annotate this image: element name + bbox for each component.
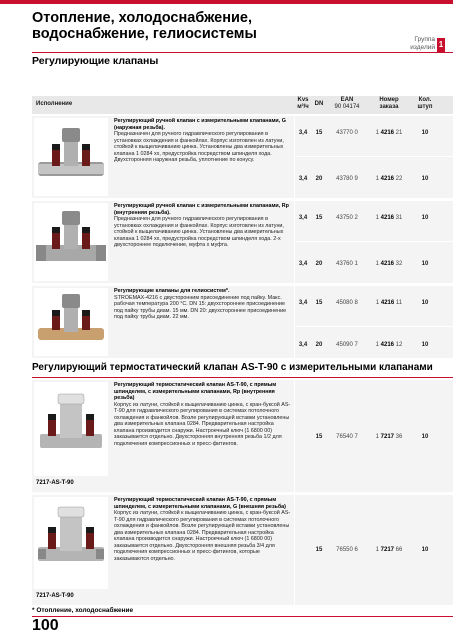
table-row: 15 76540 7 1 7217 36 10	[315, 434, 429, 440]
product-row	[32, 116, 453, 198]
image-caption: 7217-AS-T-90	[36, 480, 74, 486]
order-number: 1 4216 32	[375, 261, 403, 267]
column-header-ean: EAN 90 04174	[334, 97, 360, 110]
column-header-quantity: Кол. штуп	[417, 97, 433, 110]
product-row	[32, 286, 453, 358]
section-title-thermostatic-valve: Регулирующий термостатический клапан AS-T-90 с измерительными клапанами	[32, 362, 433, 373]
table-row: 3,4 15 45080 8 1 4216 11 10	[298, 300, 429, 306]
order-number: 1 4216 11	[375, 300, 403, 306]
valve-image	[34, 497, 108, 589]
table-header	[32, 96, 453, 114]
column-header-design: Исполнение	[36, 101, 73, 107]
footnote: * Отопление, холодоснабжение	[32, 607, 134, 614]
valve-image	[34, 203, 108, 281]
product-description: Регулирующие клапаны для гелиосистем*. STROEMAX-4216 с двусторонним присоединение под пайку. Макс. рабочая температура 200 °C. DN 15: двухстороннее присоединение под пайку трубы диам. 15 мм. DN 20: двухстороннее присоединение под пайку трубы диам. 22 мм.	[114, 288, 287, 320]
product-row	[32, 380, 453, 492]
table-row: 3,4 20 43780 9 1 4216 22 10	[298, 176, 429, 182]
top-accent-bar	[0, 0, 453, 4]
order-number: 1 4216 12	[375, 342, 403, 348]
order-number: 1 4216 21	[375, 130, 403, 136]
page-header	[32, 10, 392, 42]
product-description: Регулирующий термостатический клапан AS-T-90, с прямым шпинделем, с измерительными клапанами, G (внешняя резьба) Корпус из латуни, стойкой к выщелачиванию цинка, с кран-буксой AS-T-90 для гидравлического регулирования в системах потолочного охлаждения и фанкойлов. Возле регулирующей вставки установлены два измерительных клапана 0284. Предварительная настройка клапана производится снаружи. Настроечный ключ (1 6800 00) заказывается отдельно. Двухсторонняя внешняя резьба 3/4 для подключения компрессионных и пресс-фитингов, которые заказываются отдельно.	[114, 497, 291, 562]
product-group-number: 1	[437, 38, 445, 52]
order-number: 1 7217 66	[375, 547, 403, 553]
product-description: Регулирующий ручной клапан с измерительными клапанами, G (наружная резьба). Предназначен для ручного гидравлического регулирования в установках охлаждения и фанкойлах. Корпус изготовлен из латуни, стойкой к выщелачиванию цинка. Установлены два измерительных клапана 1 0284 хх, предустройка посредством шпинделя хода. Двухсторонняя наружная резьба, уплотнение по конусу.	[114, 118, 286, 163]
image-caption: 7217-AS-T-90	[36, 593, 74, 599]
valve-image	[34, 382, 108, 476]
order-number: 1 4216 22	[375, 176, 403, 182]
table-row: 3,4 15 43770 0 1 4216 21 10	[298, 130, 429, 136]
table-row: 15 76550 6 1 7217 66 10	[315, 547, 429, 553]
product-row	[32, 495, 453, 605]
order-number: 1 4216 31	[375, 215, 403, 221]
product-description: Регулирующий термостатический клапан AS-T-90, с прямым шпинделем, с измерительными клапанами, Rp (внутренняя резьба) Корпус из латуни, стойкой к выщелачиванию цинка, с кран-буксой AS-T-90 для гидравлического регулирования в системах потолочного охлаждения и фанкойлов. Возле регулирующей вставки установлены два измерительных клапана 0284. Предварительная настройка клапана производится снаружи. Настроечный ключ (1 6800 00) заказывается отдельно. Двухсторонняя внутренняя резьба 1/2 для подключения компрессионных и пресс-фитингов.	[114, 382, 291, 447]
table-row: 3,4 20 43760 1 1 4216 32 10	[298, 261, 429, 267]
valve-image	[34, 288, 108, 356]
column-header-dn: DN	[314, 101, 324, 107]
valve-image	[34, 118, 108, 196]
table-row: 3,4 15 43750 2 1 4216 31 10	[298, 215, 429, 221]
page-title-line-1: Отопление, холодоснабжение,	[32, 10, 253, 26]
column-header-kvs: Kvs м³/ч	[297, 97, 309, 110]
column-header-order-number: Номер заказа	[379, 97, 399, 110]
order-number: 1 7217 36	[375, 434, 403, 440]
product-row	[32, 201, 453, 283]
table-row: 3,4 20 45090 7 1 4216 12 10	[298, 342, 429, 348]
product-group-label: Группа изделий	[410, 36, 435, 51]
product-description: Регулирующий ручной клапан с измерительными клапанами, Rp (внутренняя резьба). Предназначен для ручного гидравлического регулирования в установках охлаждения и фанкойлах. Корпус изготовлен из латуни, стойкой к выщелачиванию цинка. Установлены два измерительных клапана 1 0284 хх, предустройка посредством шпинделя хода. 2-х двухстороннее подключение, муфта х муфта.	[114, 203, 289, 248]
header-divider	[32, 52, 453, 53]
section-title-regulating-valves: Регулирующие клапаны	[32, 55, 159, 67]
section-divider	[32, 377, 453, 378]
page-number: 100	[32, 617, 59, 634]
page-title-line-2: водоснабжение, гелиосистемы	[32, 26, 257, 42]
footer-divider	[32, 616, 453, 617]
